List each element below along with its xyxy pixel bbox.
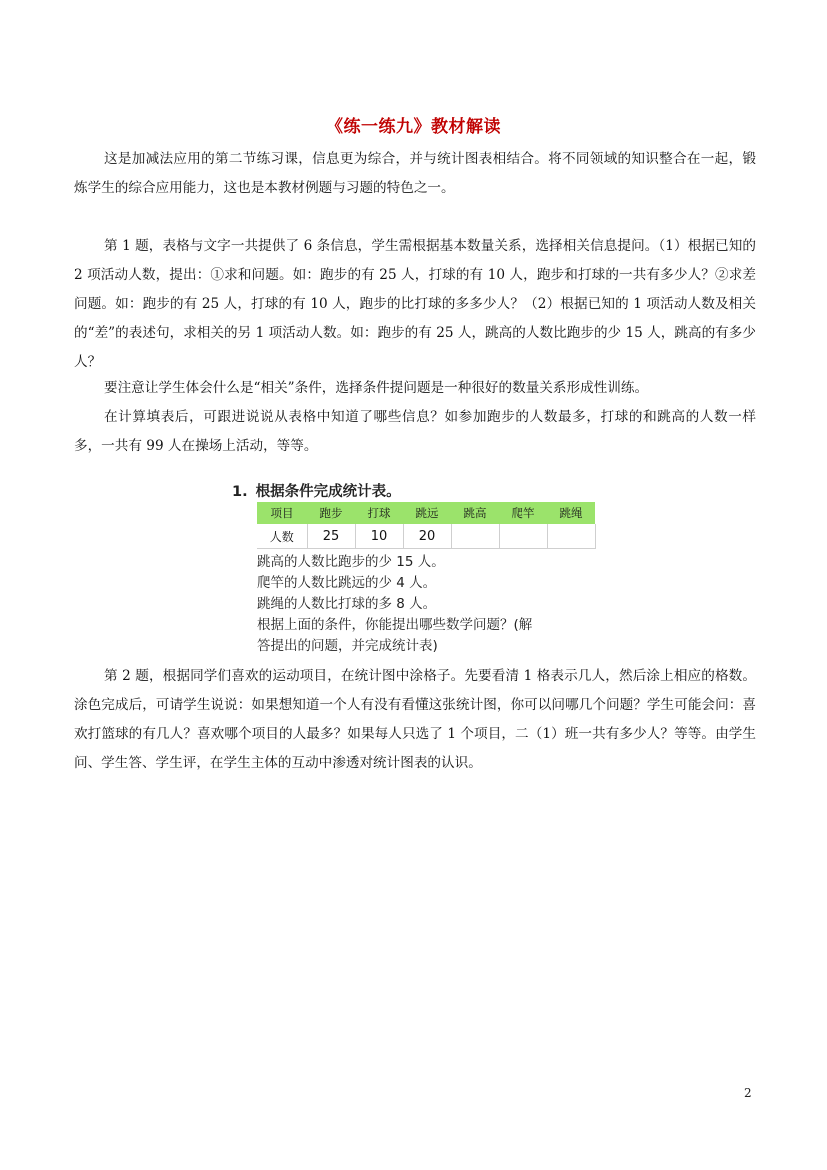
condition-line: 跳绳的人数比打球的多 8 人。 — [257, 596, 437, 612]
table-header-cell: 跳高 — [451, 502, 499, 524]
exercise-conditions — [257, 552, 627, 657]
table-cell: 人数 — [257, 524, 307, 549]
table-row — [257, 524, 595, 549]
paragraph-question-2: 第 2 题，根据同学们喜欢的运动项目，在统计图中涂格子。先要看清 1 格表示几人，然后涂上相应的格数。涂色完成后，可请学生说说：如果想知道一个人有没有看懂这张统计图，你可以问哪几个问题？学生可能会问：喜欢打篮球的有几人？喜欢哪个项目的人最多？如果每人只选了 1 个项目，二（1）班一共有多少人？等等。由学生问、学生答、学生评，在学生主体的互动中渗透对统计图表的认识。 — [74, 668, 756, 771]
condition-line: 答提出的问题，并完成统计表) — [257, 638, 438, 654]
textbook-exercise-figure — [232, 476, 622, 654]
condition-line: 根据上面的条件，你能提出哪些数学问题？(解 — [257, 617, 533, 633]
table-cell: 20 — [403, 524, 451, 549]
table-header-cell: 跑步 — [307, 502, 355, 524]
table-cell-blank — [547, 524, 595, 549]
table-header-cell: 跳绳 — [547, 502, 595, 524]
paragraph-question-1: 第 1 题，表格与文字一共提供了 6 条信息，学生需根据基本数量关系，选择相关信息提问。（1）根据已知的 2 项活动人数，提出：①求和问题。如：跑步的有 25 人，打球的有 10 人，跑步和打球的一共有多少人？②求差问题。如：跑步的有 25 人，打球的有 10 人，跑步的比打球的多多少人？（2）根据已知的 1 项活动人数及相关的“差”的表述句，求相关的另 1 项活动人数。如：跑步的有 25 人，跳高的人数比跑步的少 15 人，跳高的有多少人？ — [74, 238, 756, 370]
table-cell: 10 — [355, 524, 403, 549]
exercise-heading — [232, 480, 401, 501]
exercise-number: 1. — [232, 484, 248, 500]
table-cell-blank — [499, 524, 547, 549]
paragraph-related-conditions: 要注意让学生体会什么是“相关”条件，选择条件提问题是一种很好的数量关系形成性训练。 — [104, 380, 649, 396]
document-title: 《练一练九》教材解读 — [326, 117, 501, 137]
table-header-cell: 打球 — [355, 502, 403, 524]
table-cell: 25 — [307, 524, 355, 549]
exercise-instruction: 根据条件完成统计表。 — [255, 484, 401, 500]
condition-line: 跳高的人数比跑步的少 15 人。 — [257, 554, 445, 570]
table-header-row — [257, 502, 595, 524]
paragraph-intro: 这是加减法应用的第二节练习课，信息更为综合，并与统计图表相结合。将不同领域的知识整合在一起，锻炼学生的综合应用能力，这也是本教材例题与习题的特色之一。 — [74, 151, 756, 196]
paragraph-after-table: 在计算填表后，可跟进说说从表格中知道了哪些信息？如参加跑步的人数最多，打球的和跳高的人数一样多，一共有 99 人在操场上活动，等等。 — [74, 409, 756, 454]
page-number: 2 — [744, 1086, 752, 1100]
table-header-cell: 爬竿 — [499, 502, 547, 524]
table-cell-blank — [451, 524, 499, 549]
statistics-table — [257, 502, 596, 549]
condition-line: 爬竿的人数比跳远的少 4 人。 — [257, 575, 437, 591]
table-header-cell: 项目 — [257, 502, 307, 524]
table-header-cell: 跳远 — [403, 502, 451, 524]
